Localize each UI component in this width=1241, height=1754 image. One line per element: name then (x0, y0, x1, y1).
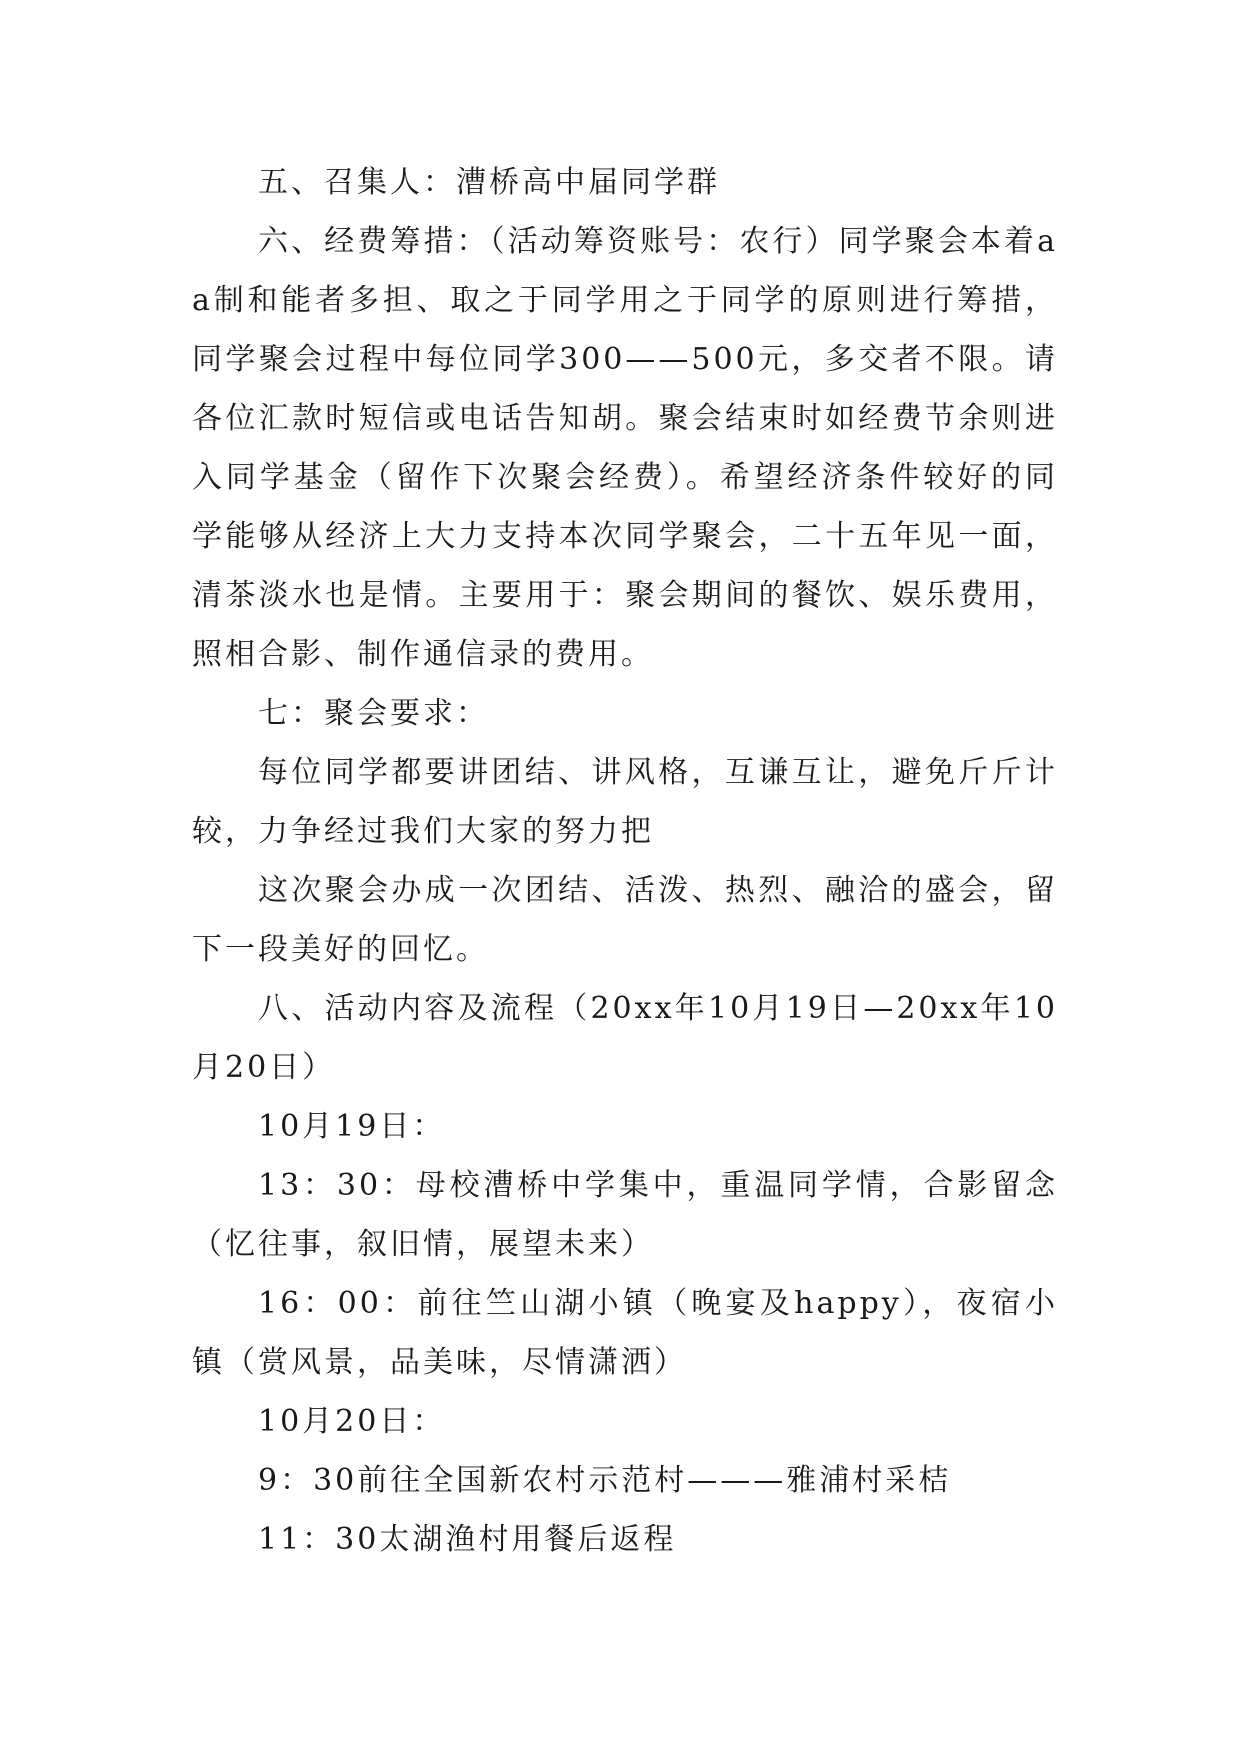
document-body (192, 153, 1058, 1569)
paragraph-convener: 五、召集人：漕桥高中届同学群 (258, 165, 720, 200)
paragraph-day2-item2: 11：30太湖渔村用餐后返程 (258, 1522, 677, 1557)
paragraph-requirements-2: 这次聚会办成一次团结、活泼、热烈、融洽的盛会，留下一段美好的回忆。 (192, 873, 1058, 967)
paragraph-day1-item2: 16：00：前往竺山湖小镇（晚宴及happy），夜宿小镇（赏风景，品美味，尽情潇洒） (192, 1286, 1058, 1380)
paragraph-requirements-heading: 七：聚会要求： (258, 696, 489, 731)
paragraph-day2-item1: 9：30前往全国新农村示范村———雅浦村采桔 (258, 1463, 952, 1498)
paragraph-schedule-heading: 八、活动内容及流程（20xx年10月19日—20xx年10月20日） (192, 991, 1058, 1085)
paragraph-day1-item1: 13：30：母校漕桥中学集中，重温同学情，合影留念（忆往事，叙旧情，展望未来） (192, 1168, 1058, 1262)
paragraph-day2-date: 10月20日： (258, 1404, 446, 1439)
paragraph-requirements-1: 每位同学都要讲团结、讲风格，互谦互让，避免斤斤计较，力争经过我们大家的努力把 (192, 755, 1058, 849)
paragraph-funding: 六、经费筹措：（活动筹资账号：农行）同学聚会本着aa制和能者多担、取之于同学用之于同学的原则进行筹措，同学聚会过程中每位同学300——500元，多交者不限。请各位汇款时短信或电话告知胡。聚会结束时如经费节余则进入同学基金（留作下次聚会经费）。希望经济条件较好的同学能够从经济上大力支持本次同学聚会，二十五年见一面，清茶淡水也是情。主要用于：聚会期间的餐饮、娱乐费用，照相合影、制作通信录的费用。 (192, 224, 1058, 672)
paragraph-day1-date: 10月19日： (258, 1109, 446, 1144)
